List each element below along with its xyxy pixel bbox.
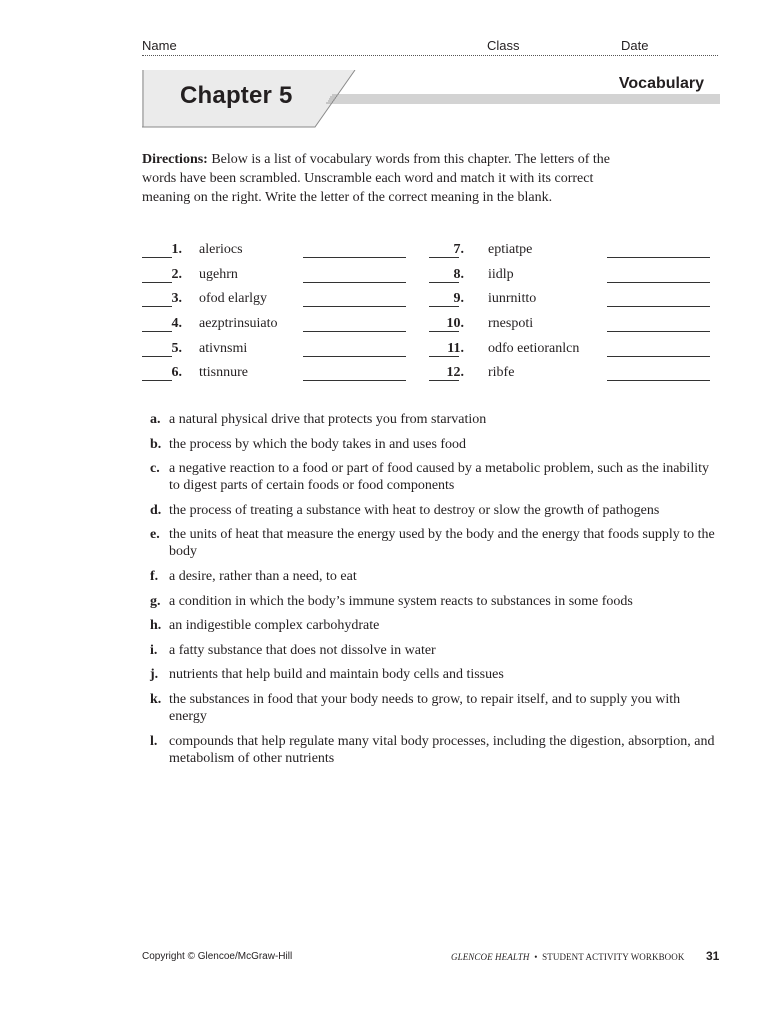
definition-item <box>150 642 720 659</box>
definition-letter: g. <box>150 593 161 609</box>
item-number: 8. <box>453 267 464 282</box>
definition-text: nutrients that help build and maintain body cells and tissues <box>169 667 504 683</box>
definition-letter: k. <box>150 691 162 707</box>
vocab-item <box>429 341 712 363</box>
definition-letter: d. <box>150 502 162 518</box>
definition-item <box>150 568 720 585</box>
item-number: 10. <box>446 316 464 331</box>
chapter-title: Chapter 5 <box>180 82 293 109</box>
unscrambled-word-blank[interactable] <box>607 306 710 307</box>
scrambled-word: iidlp <box>488 267 514 282</box>
unscrambled-word-blank[interactable] <box>607 331 710 332</box>
vocab-item <box>429 316 712 338</box>
vocab-item <box>142 291 408 313</box>
book-subtitle: STUDENT ACTIVITY WORKBOOK <box>542 952 685 962</box>
item-number: 9. <box>453 291 464 306</box>
vocab-item <box>142 365 408 387</box>
vocab-item <box>142 341 408 363</box>
chapter-banner <box>142 70 720 130</box>
header-fields <box>142 38 718 56</box>
unscrambled-word-blank[interactable] <box>607 282 710 283</box>
definition-text: the units of heat that measure the energy used by the body and the energy that foods supply to the body <box>169 527 715 560</box>
item-number: 1. <box>171 242 182 257</box>
footer-book-title <box>451 952 685 962</box>
definition-text: the substances in food that your body needs to grow, to repair itself, and to supply you with energy <box>169 691 681 724</box>
definitions-list <box>150 411 720 774</box>
definition-letter: b. <box>150 436 162 452</box>
scrambled-word: aleriocs <box>199 242 243 257</box>
definition-item <box>150 526 720 560</box>
footer-copyright: Copyright © Glencoe/McGraw-Hill <box>142 951 293 962</box>
definition-text: a condition in which the body’s immune system reacts to substances in some foods <box>169 593 633 609</box>
definition-text: a desire, rather than a need, to eat <box>169 568 357 584</box>
section-title: Vocabulary <box>618 75 704 92</box>
unscrambled-word-blank[interactable] <box>607 380 710 381</box>
definition-item <box>150 593 720 610</box>
date-label: Date <box>621 38 649 53</box>
unscrambled-word-blank[interactable] <box>303 257 406 258</box>
definition-text: a negative reaction to a food or part of food caused by a metabolic problem, such as the inability to digest parts of certain foods or food components <box>169 461 709 494</box>
definition-item <box>150 733 720 767</box>
unscrambled-word-blank[interactable] <box>607 257 710 258</box>
scrambled-word: iunrnitto <box>488 291 537 306</box>
definition-text: a fatty substance that does not dissolve in water <box>169 642 436 658</box>
scrambled-word: ativnsmi <box>199 341 248 356</box>
item-number: 12. <box>446 365 464 380</box>
vocab-item <box>142 242 408 264</box>
definition-text: compounds that help regulate many vital body processes, including the digestion, absorption, and metabolism of other nutrients <box>169 733 715 766</box>
vocab-item <box>142 267 408 289</box>
scrambled-word: odfo eetioranlcn <box>488 341 580 356</box>
vocab-item <box>429 267 712 289</box>
definition-text: an indigestible complex carbohydrate <box>169 618 380 634</box>
definition-item <box>150 436 720 453</box>
directions-text: Below is a list of vocabulary words from this chapter. The letters of the words have been scrambled. Unscramble each word and match it with its correct meaning on the right. Write the letter of the correct meaning in the blank. <box>142 152 610 205</box>
item-number: 6. <box>171 365 182 380</box>
definition-item <box>150 617 720 634</box>
bullet-separator: • <box>531 952 540 962</box>
scrambled-word: rnespoti <box>488 316 534 331</box>
item-number: 5. <box>171 341 182 356</box>
definition-letter: e. <box>150 527 160 543</box>
unscrambled-word-blank[interactable] <box>303 282 406 283</box>
definition-letter: i. <box>150 642 158 658</box>
class-label: Class <box>487 38 520 53</box>
definition-letter: f. <box>150 568 159 584</box>
scrambled-word: ttisnnure <box>199 365 248 380</box>
page-number: 31 <box>706 949 720 963</box>
definition-item <box>150 691 720 725</box>
definition-letter: a. <box>150 412 161 427</box>
definition-letter: j. <box>150 667 159 683</box>
vocab-item <box>142 316 408 338</box>
definition-letter: l. <box>150 733 158 749</box>
scrambled-word: ofod elarlgy <box>199 291 268 306</box>
definition-text: the process of treating a substance with heat to destroy or slow the growth of pathogens <box>169 502 660 518</box>
header-rule <box>142 55 718 56</box>
unscrambled-word-blank[interactable] <box>303 306 406 307</box>
scrambled-word: eptiatpe <box>488 242 533 257</box>
scrambled-word: ugehrn <box>199 267 238 282</box>
name-label: Name <box>142 38 177 53</box>
unscrambled-word-blank[interactable] <box>303 356 406 357</box>
unscrambled-word-blank[interactable] <box>303 331 406 332</box>
definition-text: the process by which the body takes in and uses food <box>169 436 467 452</box>
item-number: 11. <box>447 341 464 356</box>
item-number: 4. <box>171 316 182 331</box>
vocab-item <box>429 242 712 264</box>
item-number: 2. <box>171 267 182 282</box>
vocab-item <box>429 291 712 313</box>
item-number: 3. <box>171 291 182 306</box>
directions <box>142 150 617 207</box>
book-title: GLENCOE HEALTH <box>451 952 530 962</box>
vocab-item <box>429 365 712 387</box>
definition-item <box>150 460 720 494</box>
definition-letter: h. <box>150 618 162 634</box>
scrambled-word: ribfe <box>488 365 515 380</box>
definition-item <box>150 666 720 683</box>
definition-item <box>150 502 720 519</box>
definition-text: a natural physical drive that protects you from starvation <box>169 412 487 427</box>
unscrambled-word-blank[interactable] <box>303 380 406 381</box>
item-number: 7. <box>453 242 464 257</box>
directions-lead: Directions: <box>142 152 208 167</box>
definition-item <box>150 411 720 428</box>
definition-letter: c. <box>150 461 160 477</box>
scrambled-word: aezptrinsuiato <box>199 316 278 331</box>
unscrambled-word-blank[interactable] <box>607 356 710 357</box>
